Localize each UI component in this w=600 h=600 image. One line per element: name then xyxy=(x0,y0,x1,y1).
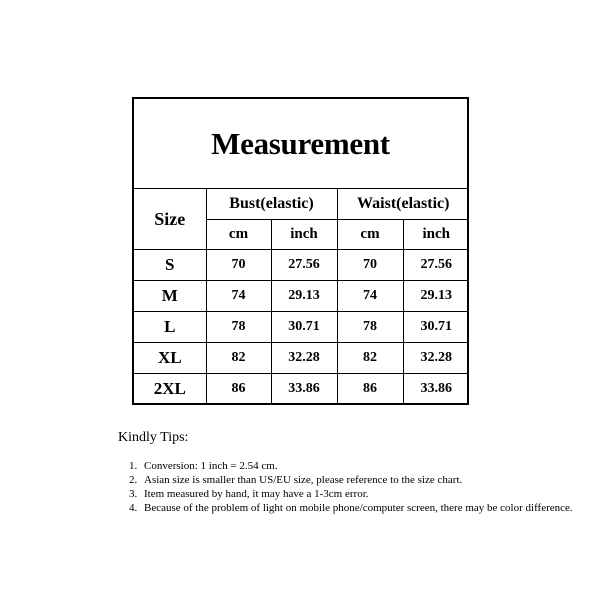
bust-cm-cell: 70 xyxy=(206,250,271,281)
tips-list xyxy=(118,459,578,515)
tip-item: 3. Item measured by hand, it may have a 1-3cm error. xyxy=(140,487,578,501)
table-row xyxy=(134,250,469,281)
size-cell: XL xyxy=(134,343,206,374)
waist-inch-cell: 29.13 xyxy=(403,281,469,312)
bust-inch-cell: 27.56 xyxy=(271,250,337,281)
bust-inch-cell: 29.13 xyxy=(271,281,337,312)
table-row xyxy=(134,312,469,343)
bust-cm-cell: 74 xyxy=(206,281,271,312)
tip-item: 2. Asian size is smaller than US/EU size, please reference to the size chart. xyxy=(140,473,578,487)
bust-header: Bust(elastic) xyxy=(206,189,337,220)
size-cell: L xyxy=(134,312,206,343)
waist-inch-cell: 27.56 xyxy=(403,250,469,281)
measurement-table xyxy=(132,97,469,405)
unit-header: inch xyxy=(271,220,337,250)
unit-header: inch xyxy=(403,220,469,250)
waist-cm-cell: 74 xyxy=(337,281,403,312)
waist-header: Waist(elastic) xyxy=(337,189,469,220)
table-title-row xyxy=(134,99,467,189)
size-header: Size xyxy=(134,189,206,250)
tips-title: Kindly Tips: xyxy=(118,430,189,445)
table-row xyxy=(134,374,469,405)
kindly-tips xyxy=(118,430,578,515)
unit-header: cm xyxy=(337,220,403,250)
waist-cm-cell: 78 xyxy=(337,312,403,343)
bust-cm-cell: 86 xyxy=(206,374,271,405)
unit-header: cm xyxy=(206,220,271,250)
bust-inch-cell: 30.71 xyxy=(271,312,337,343)
bust-inch-cell: 33.86 xyxy=(271,374,337,405)
size-cell: S xyxy=(134,250,206,281)
waist-cm-cell: 86 xyxy=(337,374,403,405)
tip-item: 1. Conversion: 1 inch = 2.54 cm. xyxy=(140,459,578,473)
size-grid xyxy=(134,189,469,405)
tip-item: 4. Because of the problem of light on mobile phone/computer screen, there may be color difference. xyxy=(140,501,578,515)
waist-cm-cell: 70 xyxy=(337,250,403,281)
waist-cm-cell: 82 xyxy=(337,343,403,374)
table-row xyxy=(134,281,469,312)
waist-inch-cell: 30.71 xyxy=(403,312,469,343)
waist-inch-cell: 32.28 xyxy=(403,343,469,374)
size-cell: 2XL xyxy=(134,374,206,405)
bust-cm-cell: 82 xyxy=(206,343,271,374)
waist-inch-cell: 33.86 xyxy=(403,374,469,405)
table-row xyxy=(134,343,469,374)
bust-inch-cell: 32.28 xyxy=(271,343,337,374)
table-title: Measurement xyxy=(211,125,390,161)
bust-cm-cell: 78 xyxy=(206,312,271,343)
size-cell: M xyxy=(134,281,206,312)
